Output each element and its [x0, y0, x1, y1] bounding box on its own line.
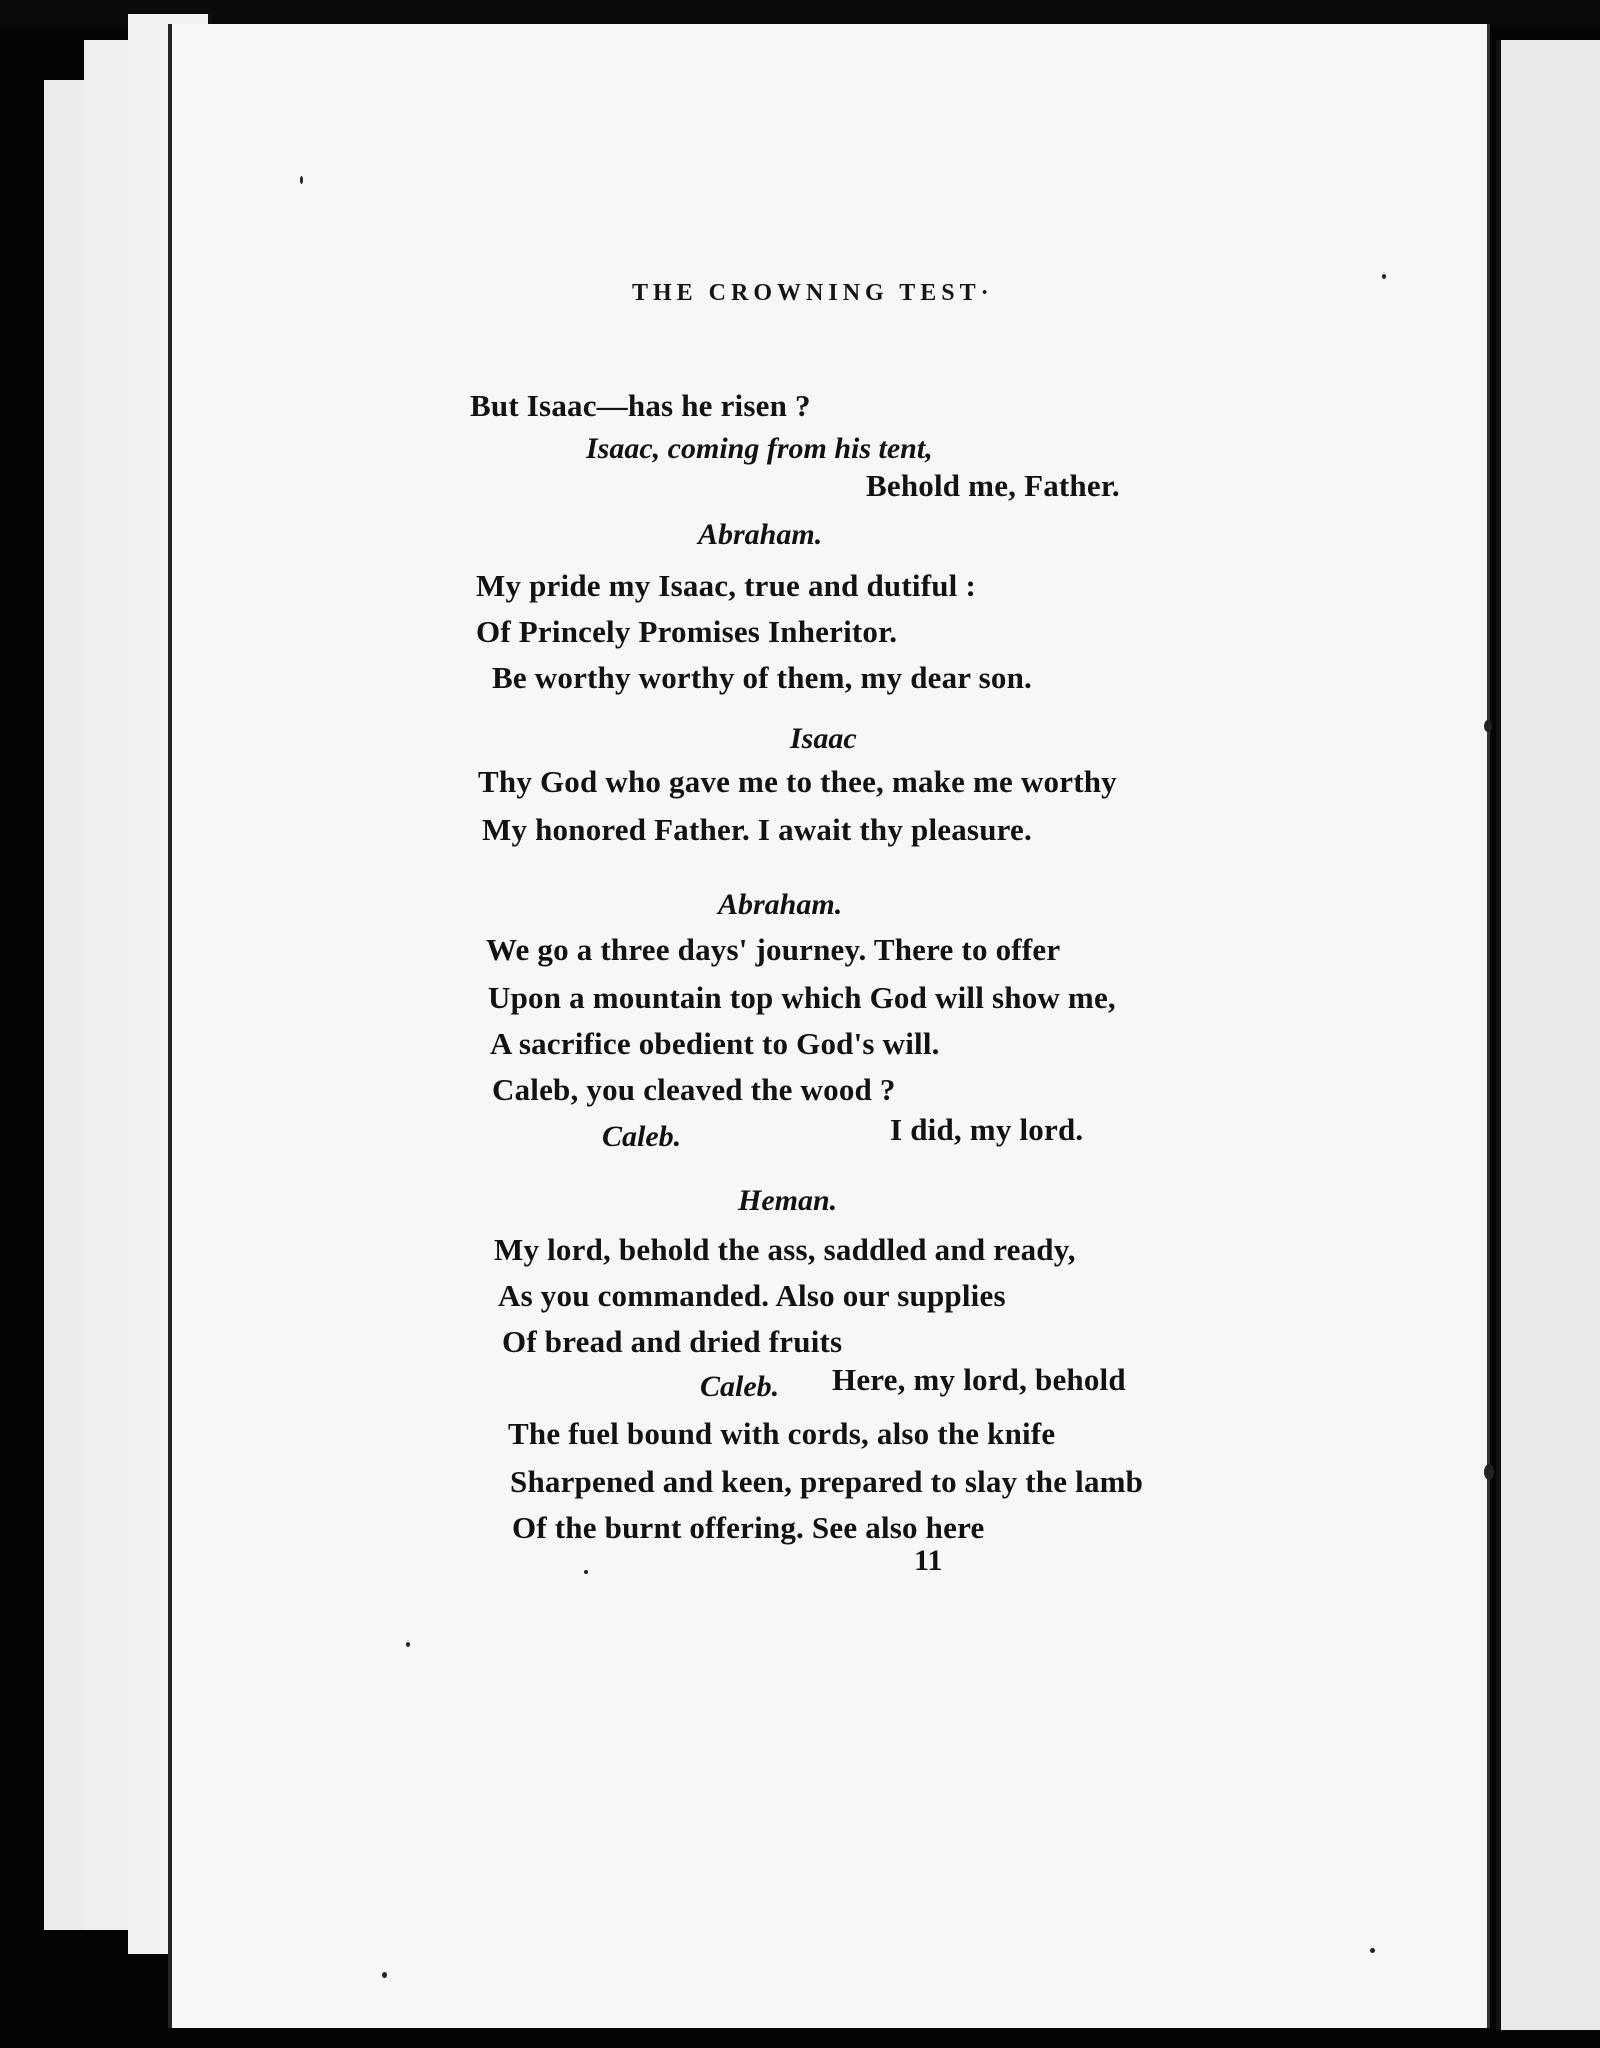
- scan-speck: [1484, 720, 1492, 732]
- verse-line: A sacrifice obedient to God's will.: [490, 1026, 940, 1061]
- scan-speck: [406, 1642, 410, 1647]
- speaker-name: Heman.: [738, 1184, 838, 1217]
- stage-direction: Isaac, coming from his tent,: [586, 432, 933, 465]
- speaker-name: Caleb.: [700, 1370, 780, 1403]
- verse-line: We go a three days' journey. There to offer: [486, 932, 1061, 967]
- scan-speck: [1370, 1948, 1375, 1953]
- verse-line: But Isaac—has he risen ?: [470, 388, 811, 423]
- verse-line: Thy God who gave me to thee, make me worthy: [478, 764, 1117, 799]
- verse-line: Of bread and dried fruits: [502, 1324, 843, 1359]
- verse-line: My pride my Isaac, true and dutiful :: [476, 568, 976, 603]
- book-page: [168, 24, 1490, 2028]
- scan-speck: [382, 1972, 387, 1978]
- scan-speck: [300, 176, 303, 184]
- verse-line: My honored Father. I await thy pleasure.: [482, 812, 1032, 847]
- verse-line: As you commanded. Also our supplies: [498, 1278, 1006, 1313]
- speaker-name: Abraham.: [698, 518, 823, 551]
- verse-line: Of the burnt offering. See also here: [512, 1510, 985, 1545]
- verse-line: Sharpened and keen, prepared to slay the lamb: [510, 1464, 1144, 1499]
- verse-line: Here, my lord, behold: [832, 1362, 1126, 1397]
- page-number: 11: [914, 1544, 943, 1577]
- verse-line: Of Princely Promises Inheritor.: [476, 614, 898, 649]
- verse-line: Behold me, Father.: [866, 468, 1120, 503]
- speaker-name: Caleb.: [602, 1120, 682, 1153]
- scan-top-band: [0, 0, 1600, 26]
- verse-line: The fuel bound with cords, also the knife: [508, 1416, 1056, 1451]
- speaker-name: Abraham.: [718, 888, 843, 921]
- verse-line: Caleb, you cleaved the wood ?: [492, 1072, 896, 1107]
- verse-line: I did, my lord.: [890, 1112, 1084, 1147]
- scan-speck: [1484, 1464, 1494, 1480]
- verse-line: Be worthy worthy of them, my dear son.: [492, 660, 1033, 695]
- scan-speck: [1382, 274, 1386, 279]
- verse-line: My lord, behold the ass, saddled and ready,: [494, 1232, 1076, 1267]
- running-head: THE CROWNING TEST·: [632, 280, 994, 306]
- facing-page-strip: [1496, 40, 1600, 2030]
- scan-speck: [584, 1570, 588, 1574]
- verse-line: Upon a mountain top which God will show me,: [488, 980, 1116, 1015]
- speaker-name: Isaac: [790, 722, 857, 755]
